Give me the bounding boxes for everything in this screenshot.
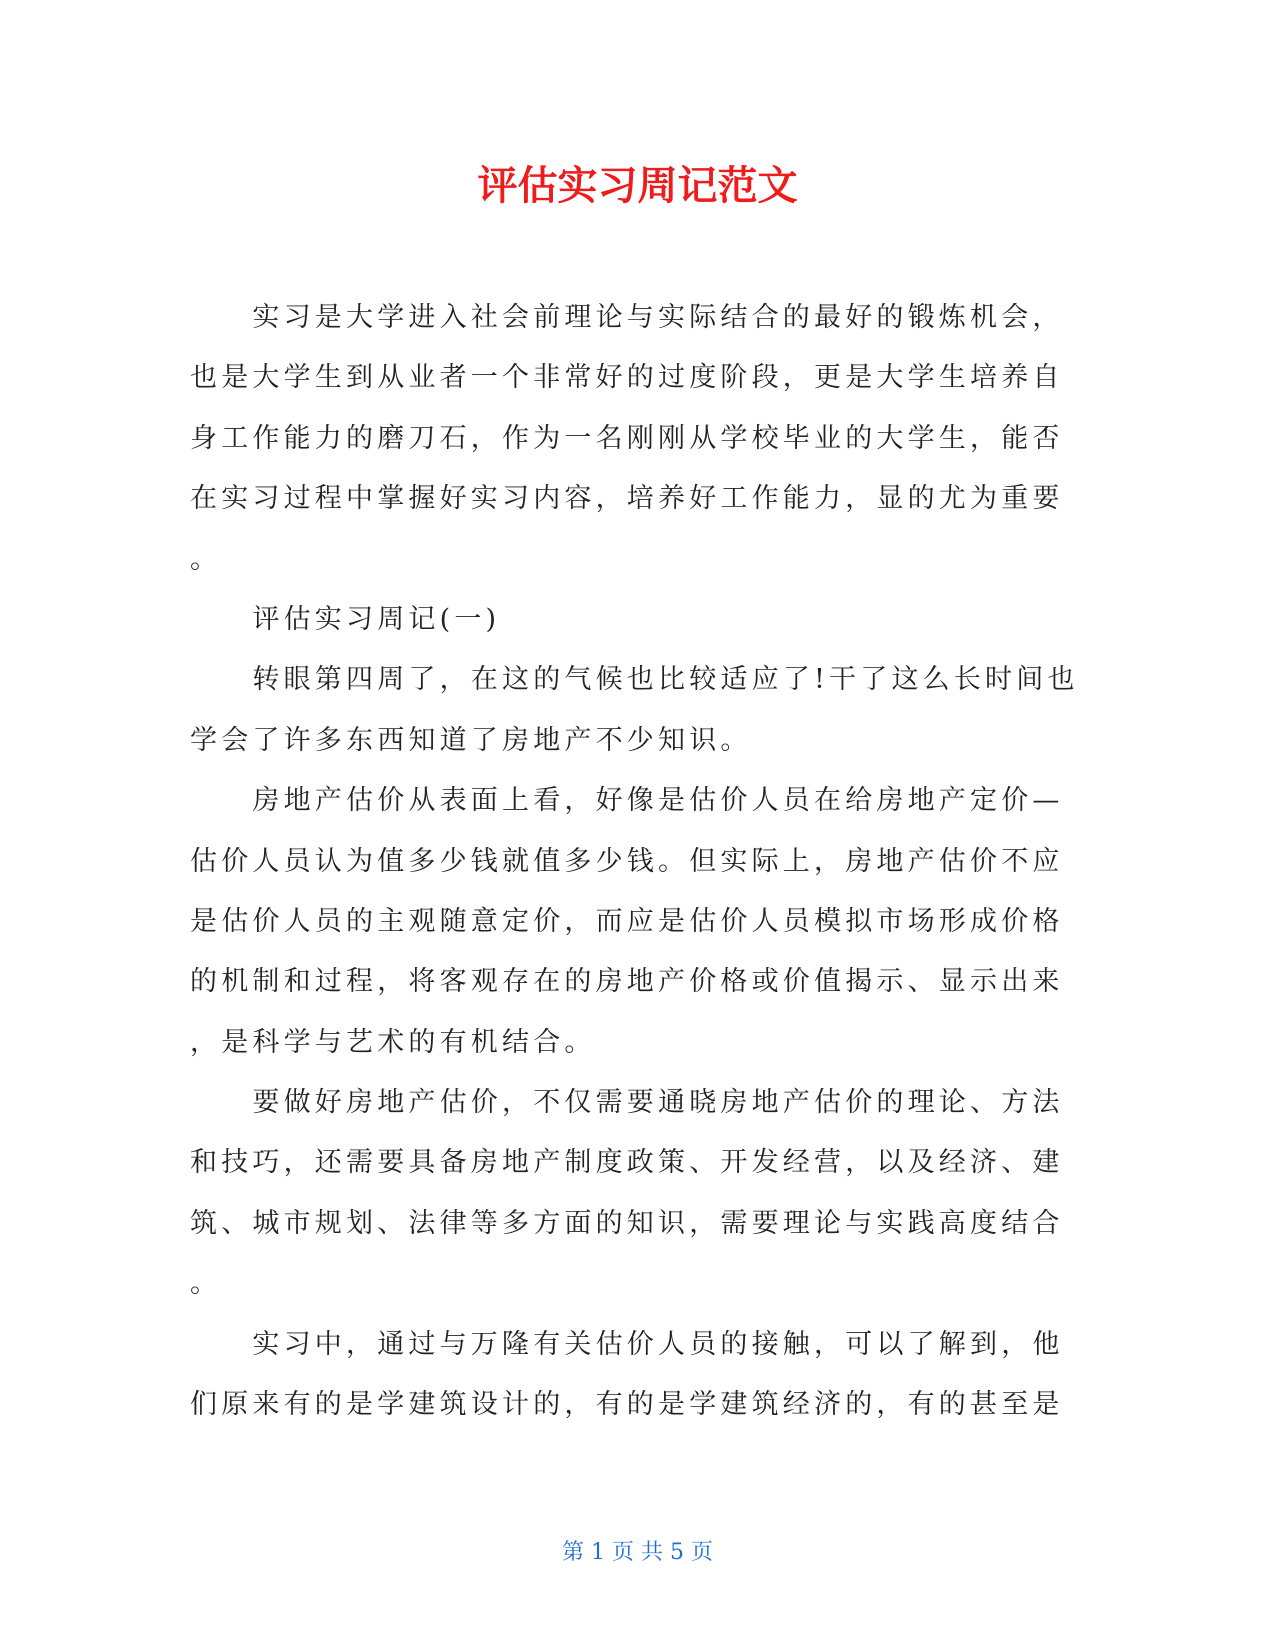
body-line: 和技巧，还需要具备房地产制度政策、开发经营，以及经济、建 [190, 1147, 1064, 1179]
body-line: 转眼第四周了，在这的气候也比较适应了!干了这么长时间也 [190, 664, 1079, 696]
body-line: 筑、城市规划、法律等多方面的知识，需要理论与实践高度结合 [190, 1207, 1064, 1239]
body-line: 。 [190, 1268, 222, 1300]
body-line: 在实习过程中掌握好实习内容，培养好工作能力，显的尤为重要 [190, 483, 1064, 515]
body-line: 实习中，通过与万隆有关估价人员的接触，可以了解到，他 [190, 1328, 1064, 1360]
document-body [190, 288, 1078, 1435]
page-footer [0, 1538, 1275, 1568]
body-line: 学会了许多东西知道了房地产不少知识。 [190, 724, 752, 756]
body-line: 。 [190, 543, 222, 575]
body-line: ，是科学与艺术的有机结合。 [190, 1026, 596, 1058]
body-line: 的机制和过程，将客观存在的房地产价格或价值揭示、显示出来 [190, 966, 1064, 998]
body-line: 估价人员认为值多少钱就值多少钱。但实际上，房地产估价不应 [190, 845, 1064, 877]
body-line: 实习是大学进入社会前理论与实际结合的最好的锻炼机会， [190, 302, 1064, 333]
body-line: 要做好房地产估价，不仅需要通晓房地产估价的理论、方法 [190, 1087, 1064, 1119]
page-number-label: 第 1 页 共 5 页 [562, 1540, 713, 1565]
body-line: 房地产估价从表面上看，好像是估价人员在给房地产定价— [190, 785, 1064, 817]
body-line: 是估价人员的主观随意定价，而应是估价人员模拟市场形成价格 [190, 905, 1064, 937]
body-line: 也是大学生到从业者一个非常好的过度阶段，更是大学生培养自 [190, 362, 1064, 394]
body-line: 们原来有的是学建筑设计的，有的是学建筑经济的，有的甚至是 [190, 1389, 1064, 1421]
section-heading: 评估实习周记(一) [190, 603, 501, 635]
body-line: 身工作能力的磨刀石，作为一名刚刚从学校毕业的大学生，能否 [190, 422, 1064, 454]
document-title: 评估实习周记范文 [477, 163, 798, 209]
